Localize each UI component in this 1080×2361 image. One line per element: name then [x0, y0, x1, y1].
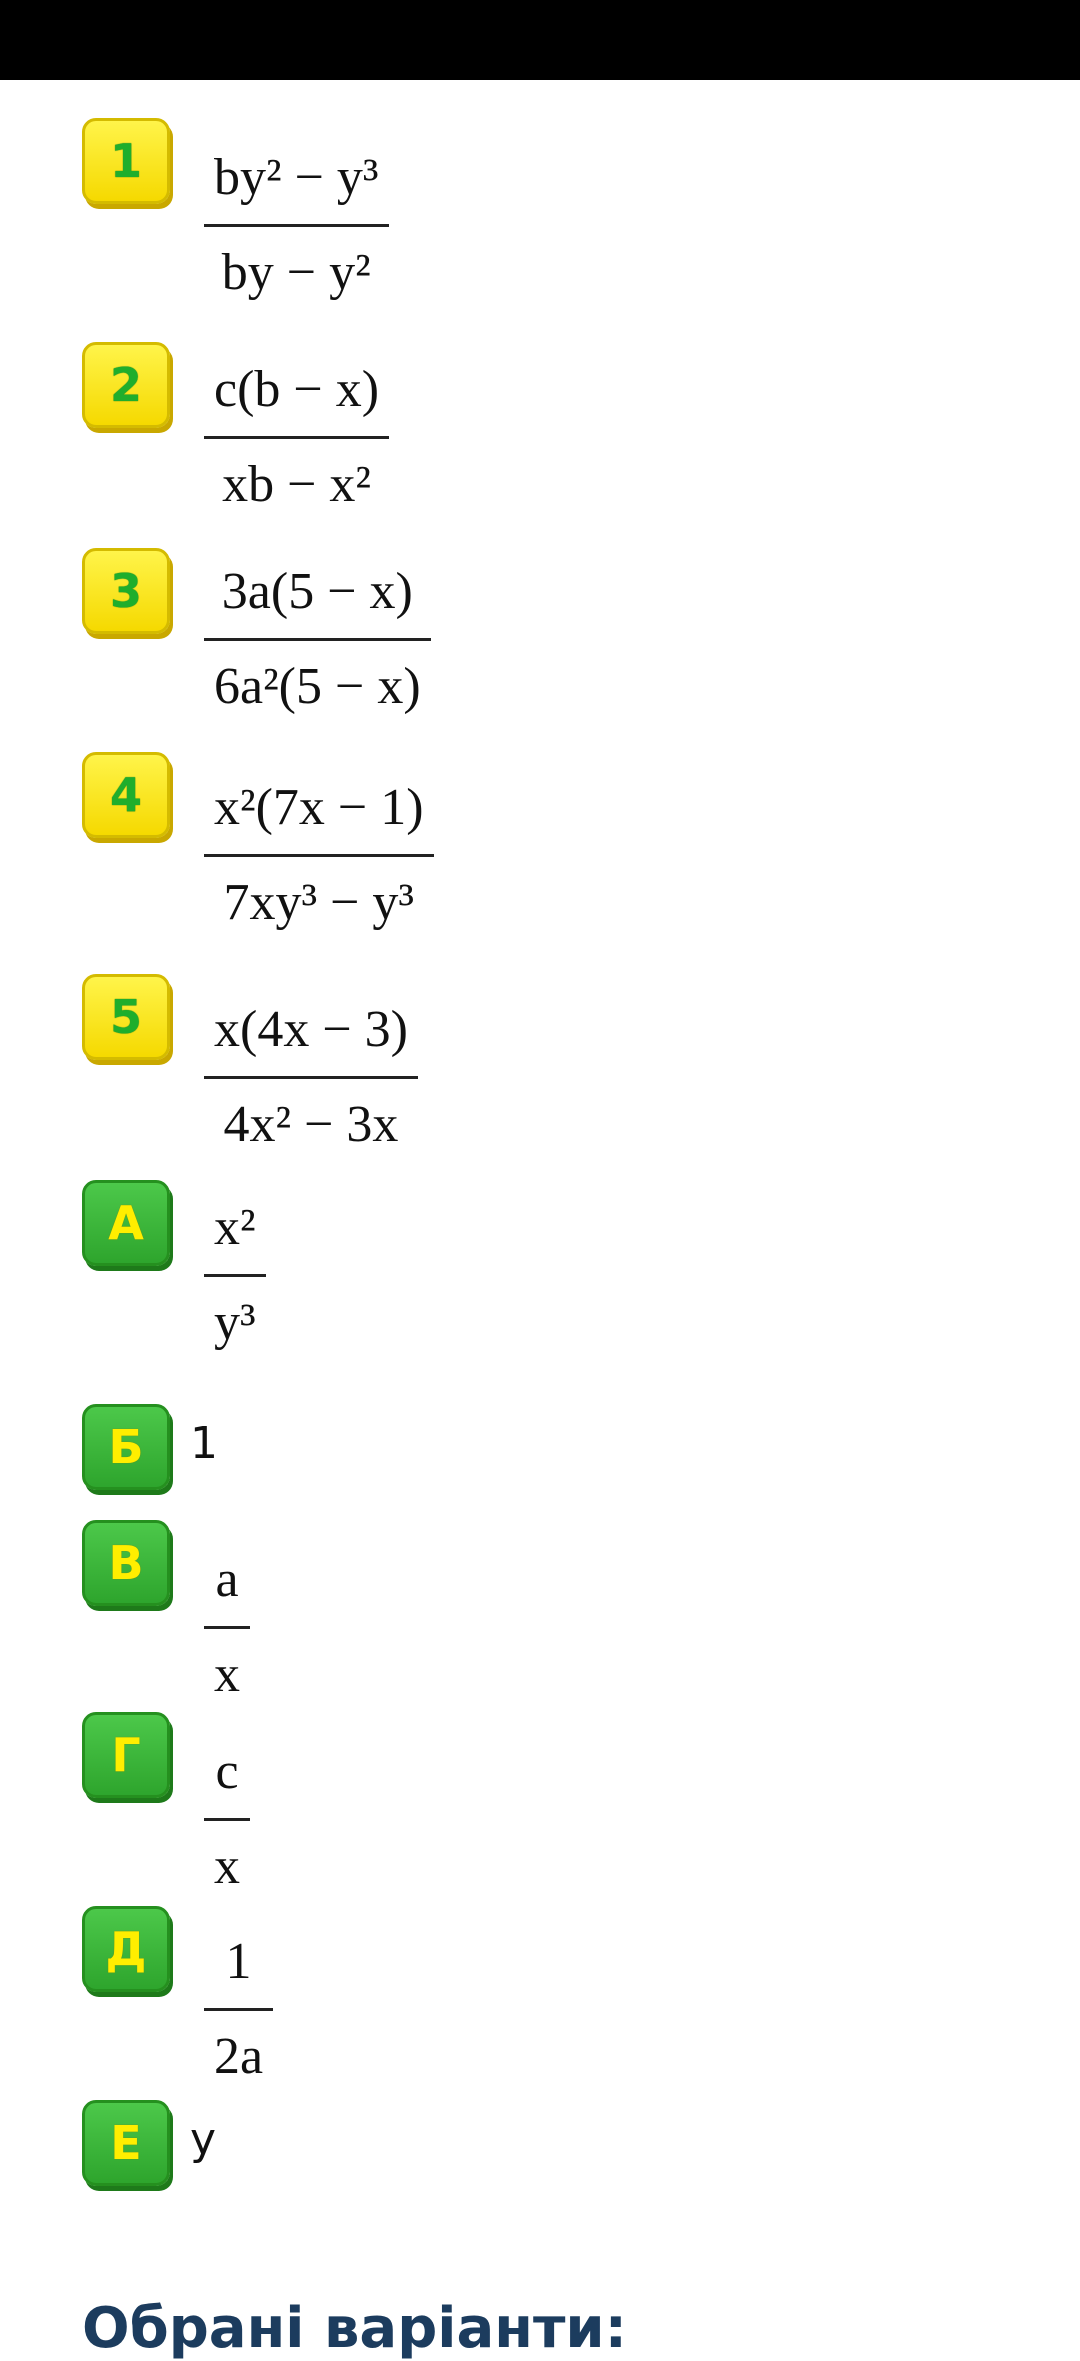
fraction-2-numerator: c(b − x)	[214, 361, 380, 418]
option-a-denominator: y³	[214, 1294, 256, 1351]
option-a-numerator: x²	[214, 1199, 256, 1256]
fraction-5-bar	[204, 1076, 418, 1079]
option-g-bar	[204, 1818, 250, 1821]
option-v-fraction	[204, 1544, 250, 1711]
option-d-denominator: 2a	[214, 2028, 264, 2085]
fraction-3-bar	[204, 638, 431, 641]
option-e-text: y	[190, 2114, 217, 2165]
number-badge-2: 2	[82, 342, 170, 428]
fraction-5-denominator: 4x² − 3x	[223, 1096, 399, 1153]
fraction-2-denominator: xb − x²	[222, 456, 371, 513]
fraction-3-denominator: 6a²(5 − x)	[214, 658, 421, 715]
fraction-5	[204, 994, 418, 1161]
option-a-fraction	[204, 1192, 266, 1359]
option-g-denominator: x	[214, 1838, 240, 1895]
fraction-1-numerator: by² − y³	[214, 149, 379, 206]
option-a-bar	[204, 1274, 266, 1277]
fraction-4	[204, 772, 434, 939]
fraction-4-bar	[204, 854, 434, 857]
fraction-1-denominator: by − y²	[221, 244, 371, 301]
option-badge-a[interactable]: А	[82, 1180, 170, 1266]
option-v-numerator: a	[215, 1551, 239, 1608]
selected-options-heading: Обрані варіанти:	[82, 2296, 628, 2361]
option-v-bar	[204, 1626, 250, 1629]
option-badge-e[interactable]: Е	[82, 2100, 170, 2186]
option-badge-v[interactable]: В	[82, 1520, 170, 1606]
fraction-3-numerator: 3a(5 − x)	[221, 563, 413, 620]
fraction-4-denominator: 7xy³ − y³	[223, 874, 415, 931]
option-b-text: 1	[190, 1418, 218, 1469]
fraction-1-bar	[204, 224, 389, 227]
option-g-fraction	[204, 1736, 250, 1903]
fraction-2-bar	[204, 436, 389, 439]
option-badge-d[interactable]: Д	[82, 1906, 170, 1992]
option-v-denominator: x	[214, 1646, 240, 1703]
option-d-numerator: 1	[225, 1933, 252, 1990]
number-badge-3: 3	[82, 548, 170, 634]
number-badge-5: 5	[82, 974, 170, 1060]
option-g-numerator: c	[215, 1743, 239, 1800]
option-d-fraction	[204, 1926, 273, 2093]
option-badge-b[interactable]: Б	[82, 1404, 170, 1490]
fraction-4-numerator: x²(7x − 1)	[214, 779, 424, 836]
fraction-2	[204, 354, 389, 521]
status-bar	[0, 0, 1080, 80]
option-badge-g[interactable]: Г	[82, 1712, 170, 1798]
option-d-bar	[204, 2008, 273, 2011]
number-badge-4: 4	[82, 752, 170, 838]
number-badge-1: 1	[82, 118, 170, 204]
fraction-3	[204, 556, 431, 723]
fraction-5-numerator: x(4x − 3)	[214, 1001, 408, 1058]
fraction-1	[204, 142, 389, 309]
